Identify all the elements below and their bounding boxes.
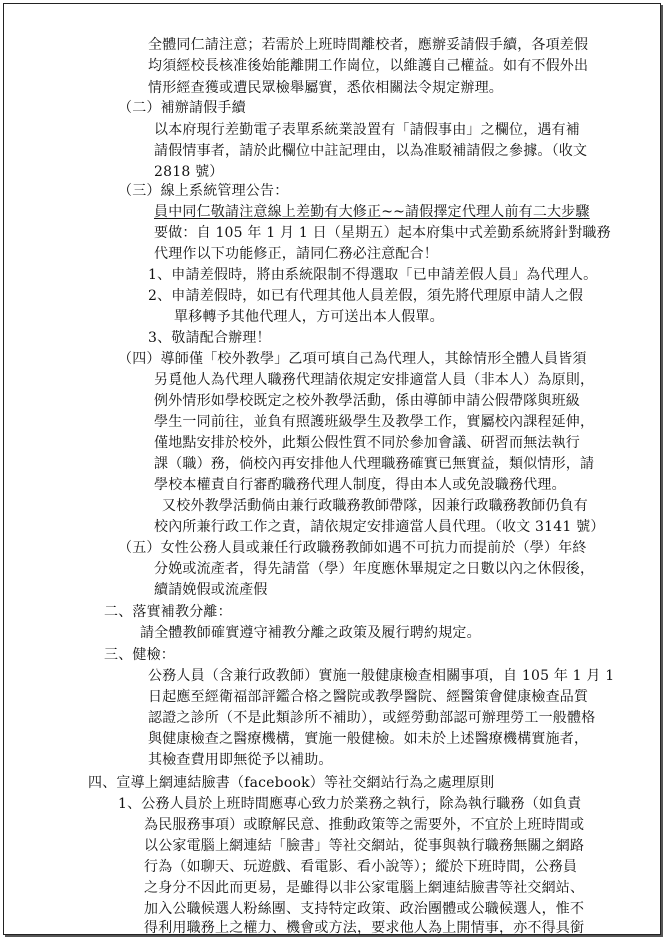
text-line: 以公家電腦上網連結「臉書」等社交網站，從事與執行職務無關之網路 [144,838,585,854]
text-line: 加入公職候選人粉絲團、支持特定政策、政治團體或公職候選人，惟不 [144,901,585,917]
section-heading: （三）線上系統管理公告： [118,183,289,199]
list-item: 1、公務人員於上班時間應專心致力於業務之執行，除為執行職務（如負責 [118,796,582,812]
text-line: 公務人員（含兼行政教師）實施一般健康檢查相關事項，自 105 年 1 月 1 [148,668,615,684]
text-line: 代理作以下功能修正，請同仁務必注意配合！ [154,246,438,262]
text-line: 其檢查費用即無從予以補助。 [148,752,333,768]
text-line: 以本府現行差勤電子表單系統業設置有「請假事由」之欄位，遇有補 [154,122,580,138]
text-line: 之身分不因此而更易，是雖得以非公家電腦上網連結臉書等社交網站、 [144,880,585,896]
text-line: 請全體教師確實遵守補教分離之政策及履行聘約規定。 [140,625,481,641]
text-line: 課（職）務，倘校內再安排他人代理職務確實已無實益，類似情形，請 [154,456,595,472]
section-heading: 三、健檢： [104,647,175,663]
text-line: 學生一同前往，並負有照護班級學生及教學工作，實屬校內課程延伸， [154,414,595,430]
text-line: 另覓他人為代理人職務代理請依規定安排適當人員（非本人）為原則， [154,372,595,388]
text-line: 分娩或流產者，得先請當（學）年度應休畢規定之日數以內之休假後， [154,561,595,577]
text-line: 認證之診所（不是此類診所不補助），或經勞動部認可辦理勞工一般體格 [148,710,596,726]
text-line: 續請娩假或流產假 [154,582,268,598]
text-line: 校內所兼行政工作之責，請依規定安排適當人員代理。（收文 3141 號） [154,519,605,535]
list-item: 3、敬請配合辦理！ [148,330,271,346]
section-heading: 四、宣導上網連結臉書（facebook）等社交網站行為之處理原則 [88,775,495,791]
text-line: 日起應至經衛福部評鑑合格之醫院或教學醫院、經醫策會健康檢查品質 [148,689,589,705]
list-item: 1、申請差假時，將由系統限制不得選取「已申請差假人員」為代理人。 [148,267,598,283]
section-heading: （二）補辦請假手續 [118,100,246,116]
text-line: 僅地點安排於校外，此類公假性質不同於參加會議、研習而無法執行 [154,435,580,451]
section-heading: （五）女性公務人員或兼任行政職務教師如遇不可抗力而提前於（學）年終 [118,540,587,556]
text-line: 得利用職務上之權力、機會或方法，要求他人為上開情事，亦不得具銜 [144,920,585,936]
text-line: 與健康檢查之醫療機構，實施一般健檢。如未於上述醫療機構實施者， [148,731,589,747]
section-heading: 二、落實補教分離： [104,604,232,620]
underlined-notice: 員中同仁敬請注意線上差勤有大修正~~請假擇定代理人前有二大步驟 [154,204,590,220]
text-line: 2818 號） [154,164,224,180]
list-item: 2、申請差假時，如已有代理其他人員差假，須先將代理原申請人之假 [148,288,584,304]
text-line: 為民服務事項）或瞭解民意、推動政策等之需要外，不宜於上班時間或 [144,817,585,833]
text-line: 行為（如聊天、玩遊戲、看電影、看小說等）；縱於下班時間，公務員 [144,859,578,875]
text-line: 單移轉予其他代理人，方可送出本人假單。 [174,309,444,325]
text-line: 情形經查獲或遭民眾檢舉屬實，悉依相關法令規定辦理。 [148,80,503,96]
text-line: 又校外教學活動倘由兼行政職務教師帶隊，因兼行政職務教師仍負有 [162,498,588,514]
text-line: 請假情事者，請於此欄位中註記理由，以為准駁補請假之參據。（收文 [154,143,588,159]
section-heading: （四）導師僅「校外教學」乙項可填自己為代理人，其餘情形全體人員皆須 [118,351,587,367]
text-line: 例外情形如學校既定之校外教學活動，係由導師申請公假帶隊與班級 [154,393,580,409]
text-line: 均須經校長核准後始能離開工作崗位，以維護自己權益。如有不假外出 [148,58,589,74]
text-line: 學校本權責自行審酌職務代理人制度，得由本人或免設職務代理。 [154,477,566,493]
text-line: 全體同仁請注意；若需於上班時間離校者，應辦妥請假手續，各項差假 [148,37,589,53]
text-line: 要做：自 105 年 1 月 1 日（星期五）起本府集中式差勤系統將針對職務 [154,225,611,241]
